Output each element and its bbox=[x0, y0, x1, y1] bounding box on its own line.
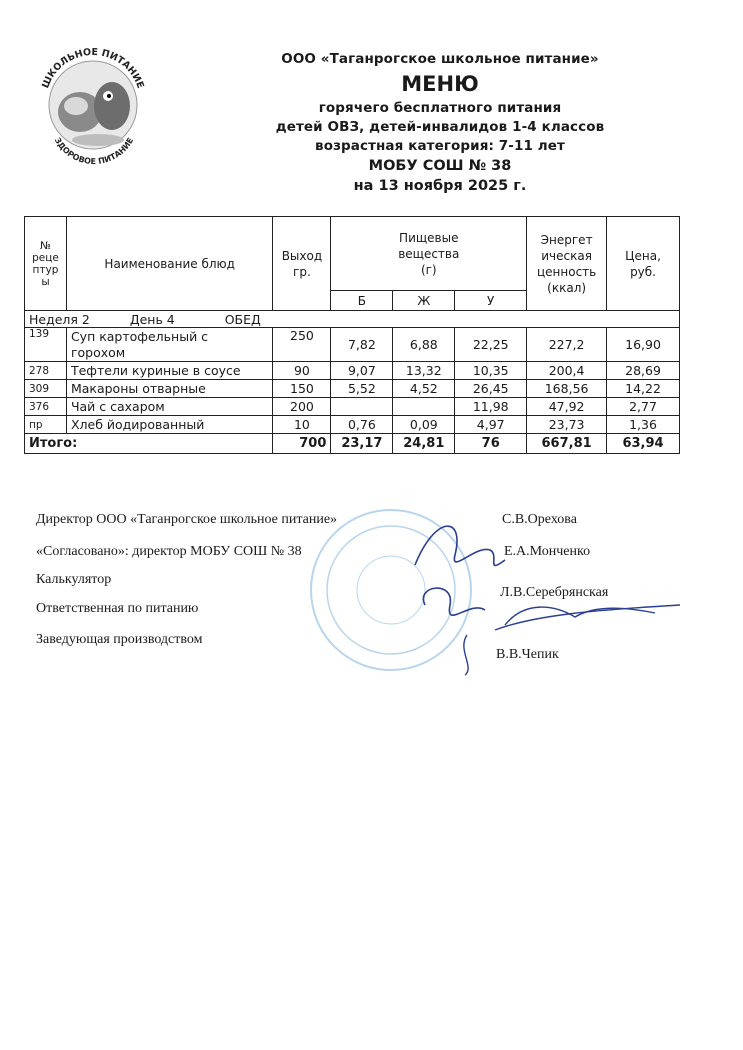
dish-price: 1,36 bbox=[607, 416, 680, 434]
signature-role: Калькулятор bbox=[36, 572, 112, 587]
header-protein: Б bbox=[331, 291, 393, 311]
table-row bbox=[25, 362, 680, 380]
signature-role: Ответственная по питанию bbox=[36, 601, 199, 616]
subtitle-line-3: возрастная категория: 7-11 лет bbox=[315, 138, 565, 154]
dish-carbs: 10,35 bbox=[455, 362, 527, 380]
total-label: Итого: bbox=[25, 434, 273, 454]
dish-yield: 10 bbox=[273, 416, 331, 434]
dish-yield: 250 bbox=[273, 328, 331, 362]
menu-table bbox=[24, 216, 680, 454]
dish-price: 28,69 bbox=[607, 362, 680, 380]
total-price: 63,94 bbox=[607, 434, 680, 454]
signature-name: Л.В.Серебрянская bbox=[500, 585, 609, 600]
signature-row bbox=[36, 632, 686, 662]
company-logo bbox=[28, 40, 158, 170]
signature-name: В.В.Чепик bbox=[496, 647, 559, 662]
week-label: Неделя 2 bbox=[29, 311, 90, 327]
company-name: ООО «Таганрогское школьное питание» bbox=[281, 51, 599, 67]
dish-protein bbox=[331, 398, 393, 416]
signature-role: «Согласовано»: директор МОБУ СОШ № 38 bbox=[36, 544, 302, 559]
total-yield: 700 bbox=[273, 434, 331, 454]
total-protein: 23,17 bbox=[331, 434, 393, 454]
total-fat: 24,81 bbox=[393, 434, 455, 454]
header-recipe-no: № реце птур ы bbox=[25, 217, 67, 311]
signature-row bbox=[36, 512, 577, 532]
dish-carbs: 4,97 bbox=[455, 416, 527, 434]
dish-price: 16,90 bbox=[607, 328, 680, 362]
logo-top-text: ШКОЛЬНОЕ ПИТАНИЕ bbox=[40, 46, 146, 90]
total-row bbox=[25, 434, 680, 454]
menu-date: на 13 ноября 2025 г. bbox=[353, 178, 527, 194]
dish-yield: 150 bbox=[273, 380, 331, 398]
dish-carbs: 11,98 bbox=[455, 398, 527, 416]
dish-name: Суп картофельный с горохом bbox=[66, 328, 273, 362]
dish-energy: 168,56 bbox=[527, 380, 607, 398]
header-energy: Энергет ическая ценность (ккал) bbox=[527, 217, 607, 311]
dish-name: Макароны отварные bbox=[66, 380, 273, 398]
signature-name: С.В.Орехова bbox=[502, 512, 577, 527]
logo-bottom-text: ЗДОРОВОЕ ПИТАНИЕ bbox=[52, 136, 136, 167]
dish-carbs: 22,25 bbox=[455, 328, 527, 362]
header-carbs: У bbox=[455, 291, 527, 311]
dish-protein: 7,82 bbox=[331, 328, 393, 362]
dish-protein: 9,07 bbox=[331, 362, 393, 380]
dish-energy: 23,73 bbox=[527, 416, 607, 434]
signature-row bbox=[36, 572, 686, 600]
table-row bbox=[25, 416, 680, 434]
dish-fat bbox=[393, 398, 455, 416]
document-title: МЕНЮ bbox=[401, 72, 479, 96]
dish-protein: 0,76 bbox=[331, 416, 393, 434]
dish-fat: 6,88 bbox=[393, 328, 455, 362]
signature-row bbox=[36, 544, 686, 564]
document-header bbox=[180, 50, 700, 196]
recipe-code: 139 bbox=[25, 328, 67, 362]
subtitle-line-1: горячего бесплатного питания bbox=[318, 100, 562, 116]
signature-name: Е.А.Монченко bbox=[504, 544, 591, 559]
subtitle-line-2: детей ОВЗ, детей-инвалидов 1-4 классов bbox=[275, 119, 605, 135]
dish-fat: 0,09 bbox=[393, 416, 455, 434]
recipe-code: пр bbox=[25, 416, 67, 434]
table-row bbox=[25, 328, 680, 362]
dish-name: Чай с сахаром bbox=[66, 398, 273, 416]
dish-energy: 227,2 bbox=[527, 328, 607, 362]
header-dish-name: Наименование блюд bbox=[66, 217, 273, 311]
signature-role: Директор ООО «Таганрогское школьное питание» bbox=[36, 512, 338, 527]
dish-price: 2,77 bbox=[607, 398, 680, 416]
total-energy: 667,81 bbox=[527, 434, 607, 454]
header-fat: Ж bbox=[393, 291, 455, 311]
dish-name: Хлеб йодированный bbox=[66, 416, 273, 434]
header-yield: Выход гр. bbox=[273, 217, 331, 311]
signature-row bbox=[36, 601, 686, 621]
header-nutrients: Пищевые вещества (г) bbox=[331, 217, 527, 291]
dish-fat: 13,32 bbox=[393, 362, 455, 380]
dish-name: Тефтели куриные в соусе bbox=[66, 362, 273, 380]
day-label: День 4 bbox=[129, 311, 175, 327]
dish-price: 14,22 bbox=[607, 380, 680, 398]
dish-energy: 200,4 bbox=[527, 362, 607, 380]
recipe-code: 376 bbox=[25, 398, 67, 416]
total-carbs: 76 bbox=[455, 434, 527, 454]
dish-yield: 200 bbox=[273, 398, 331, 416]
dish-yield: 90 bbox=[273, 362, 331, 380]
school-name: МОБУ СОШ № 38 bbox=[368, 158, 512, 174]
recipe-code: 278 bbox=[25, 362, 67, 380]
table-row bbox=[25, 380, 680, 398]
dish-carbs: 26,45 bbox=[455, 380, 527, 398]
recipe-code: 309 bbox=[25, 380, 67, 398]
signature-role: Заведующая производством bbox=[36, 632, 203, 647]
dish-energy: 47,92 bbox=[527, 398, 607, 416]
dish-protein: 5,52 bbox=[331, 380, 393, 398]
week-row bbox=[25, 311, 680, 328]
meal-label: ОБЕД bbox=[224, 311, 261, 327]
header-price: Цена, руб. bbox=[607, 217, 680, 311]
table-row bbox=[25, 398, 680, 416]
dish-fat: 4,52 bbox=[393, 380, 455, 398]
